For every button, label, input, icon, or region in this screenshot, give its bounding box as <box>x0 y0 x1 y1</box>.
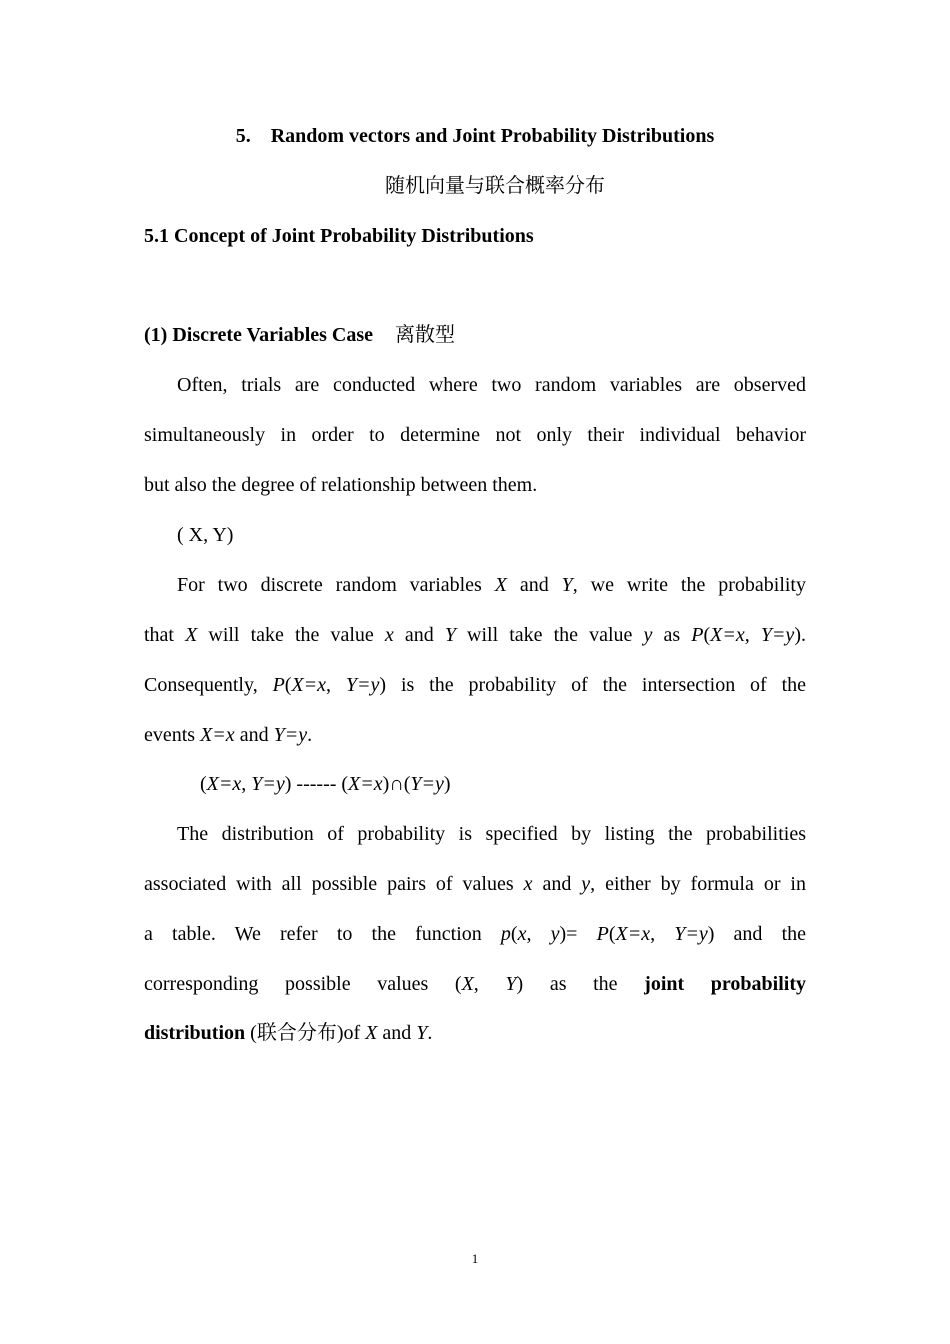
para2-line4: events X=x and Y=y. <box>144 724 313 746</box>
para1-line1: Often, trials are conducted where two random variables are observed <box>177 374 806 396</box>
para1-line3: but also the degree of relationship between them. <box>144 474 538 496</box>
chapter-heading: 5. Random vectors and Joint Probability Distributions <box>235 125 715 147</box>
event-equivalence: (X=x, Y=y) ------ (X=x)∩(Y=y) <box>200 773 451 795</box>
para2-line2: that X will take the value x and Y will take the value y as P(X=x, Y=y). <box>144 624 806 646</box>
para3-line4: corresponding possible values (X, Y) as the joint probability <box>144 973 806 995</box>
term-distribution: distribution <box>144 1022 246 1044</box>
chapter-subtitle-cn: 随机向量与联合概率分布 <box>385 175 605 197</box>
subsection-title-cn: 离散型 <box>395 324 456 346</box>
term-joint-probability: joint probability <box>644 973 806 995</box>
para1-line2: simultaneously in order to determine not only their individual behavior <box>144 424 806 446</box>
page-number: 1 <box>471 1251 479 1266</box>
para2-line3: Consequently, P(X=x, Y=y) is the probability of the intersection of the <box>144 674 807 696</box>
para3-line2: associated with all possible pairs of values x and y, either by formula or in <box>144 873 806 895</box>
para3-line5: distribution (联合分布)of X and Y. <box>144 1022 433 1044</box>
para3-line3: a table. We refer to the function p(x, y)= P(X=x, Y=y) and the <box>144 923 807 945</box>
vector-notation: ( X, Y) <box>177 524 234 546</box>
para3-line1: The distribution of probability is specified by listing the probabilities <box>177 823 806 845</box>
subsection-title: (1) Discrete Variables Case <box>144 324 374 346</box>
section-heading: 5.1 Concept of Joint Probability Distributions <box>144 225 534 247</box>
subsection-heading <box>144 323 806 347</box>
para2-line1: For two discrete random variables X and Y, we write the probability <box>177 574 806 596</box>
